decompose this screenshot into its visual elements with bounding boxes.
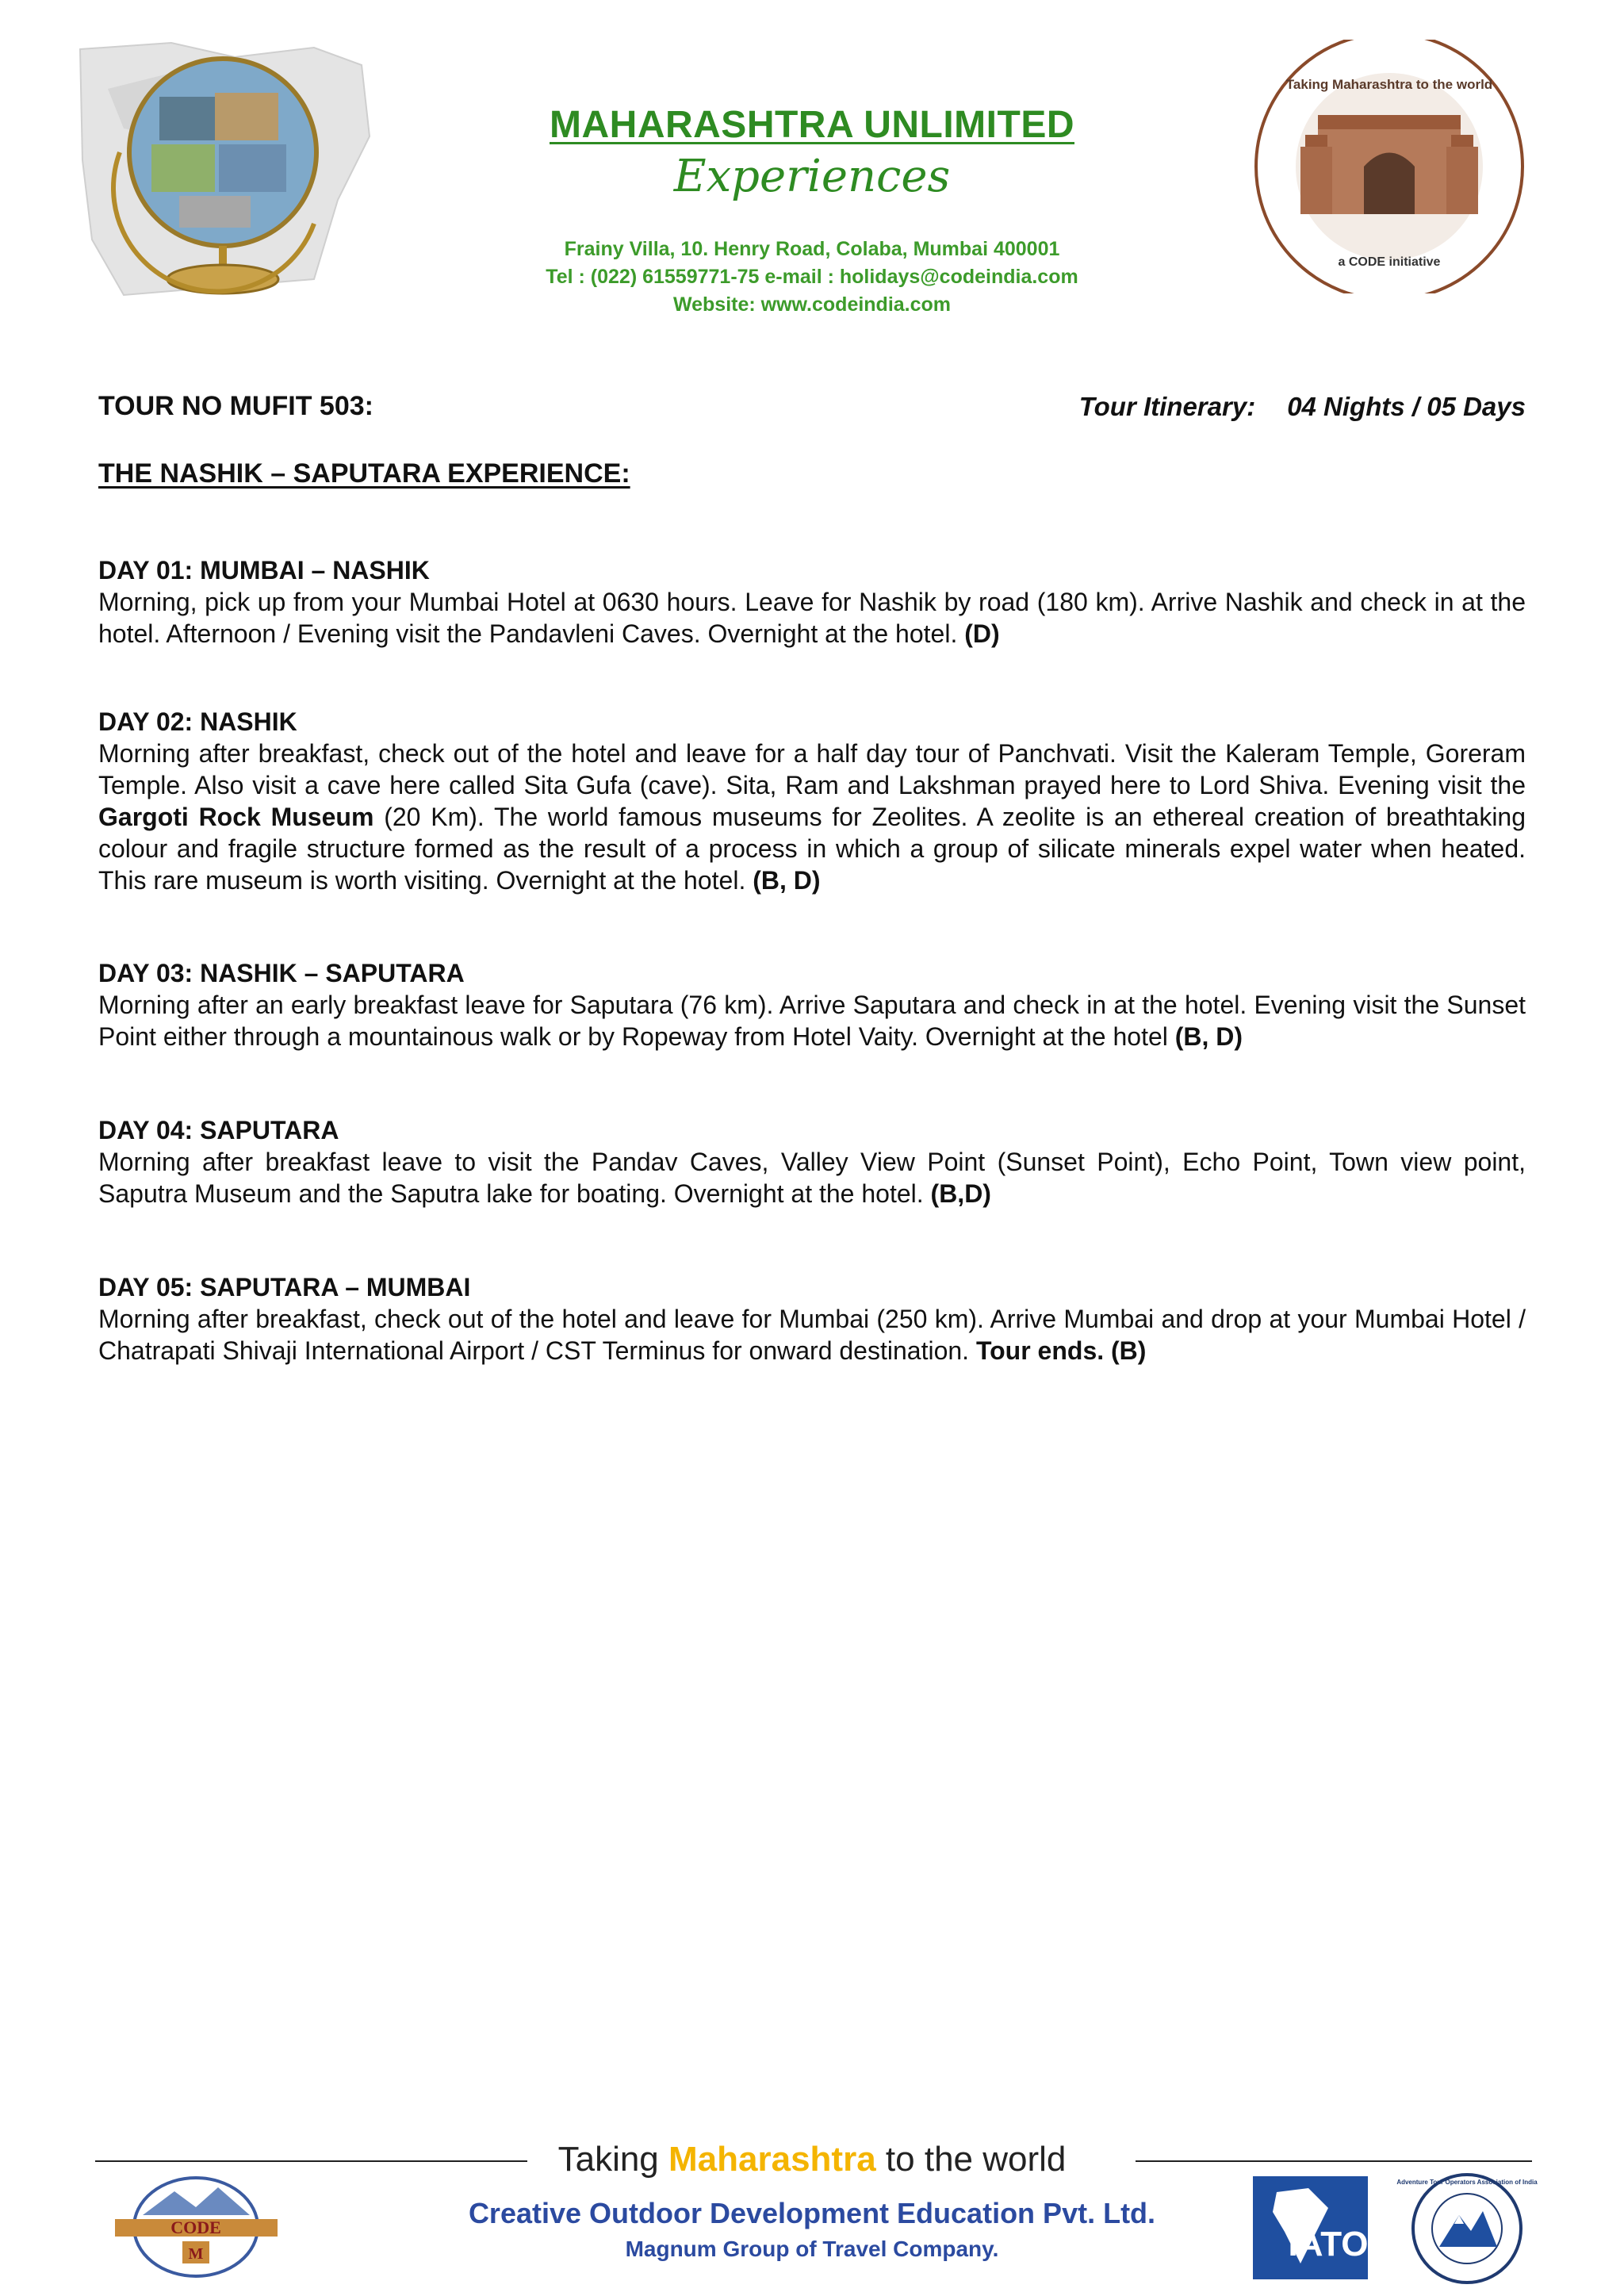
- svg-text:M: M: [188, 2245, 204, 2263]
- code-logo: [111, 2171, 282, 2283]
- day-text: (20 Km). The world famous museums for Zeolites. A zeolite is an ethereal creation of breathtaking colour and fragile structure formed as the result of a process in which a group of silicate minerals expel water when heated. This rare museum is worth visiting. Overnight at the hotel.: [98, 803, 1526, 895]
- tagline-highlight: Maharashtra: [668, 2140, 876, 2179]
- contact-line: Tel : (022) 61559771-75 e-mail : holidays@codeindia.com: [546, 266, 1078, 288]
- meal-code: (B, D): [1174, 1022, 1243, 1051]
- day-text: Morning after breakfast leave to visit the Pandav Caves, Valley View Point (Sunset Point), Echo Point, Town view point, Saputra Museum and the Saputra lake for boating. Overnight at the hotel.: [98, 1148, 1526, 1208]
- badge-bottom-text: a CODE initiative: [1338, 255, 1441, 269]
- website-line: Website: www.codeindia.com: [672, 293, 952, 316]
- brand-title: MAHARASHTRA UNLIMITED: [550, 104, 1074, 146]
- itinerary-label: Tour Itinerary:: [1078, 392, 1256, 421]
- meal-code: (D): [964, 619, 1000, 648]
- atoai-logo: [1396, 2171, 1538, 2286]
- day-1-section: [98, 554, 1526, 650]
- meal-code: (B,D): [930, 1179, 991, 1208]
- day-3-section: [98, 957, 1526, 1052]
- day-text: Morning, pick up from your Mumbai Hotel at 0630 hours. Leave for Nashik by road (180 km). Arrive Nashik and check in at the hotel. Afternoon / Evening visit the Pandavleni Caves. Overnight at the hotel.: [98, 588, 1526, 648]
- day-text: Morning after breakfast, check out of the hotel and leave for a half day tour of Panchvati. Visit the Kaleram Temple, Goreram Temple. Also visit a cave here called Sita Gufa (cave). Sita, Ram and Lakshman prayed here to Lord Shiva. Evening visit the: [98, 739, 1526, 799]
- day-heading: DAY 05: SAPUTARA – MUMBAI: [98, 1273, 471, 1301]
- brand-subtitle: Experiences: [673, 151, 951, 202]
- day-4-section: [98, 1114, 1526, 1209]
- iato-logo-text: IATO: [1288, 2225, 1368, 2263]
- day-text: Morning after breakfast, check out of the hotel and leave for Mumbai (250 km). Arrive Mumbai and drop at your Mumbai Hotel / Chatrapati Shivaji International Airport / CST Terminus for onward destination.: [98, 1305, 1526, 1365]
- meal-code: Tour ends. (B): [975, 1336, 1147, 1365]
- iato-logo: [1253, 2176, 1368, 2279]
- address-line: Frainy Villa, 10. Henry Road, Colaba, Mumbai 400001: [564, 238, 1060, 260]
- museum-highlight: Gargoti Rock Museum: [98, 803, 374, 831]
- day-heading: DAY 04: SAPUTARA: [98, 1116, 339, 1144]
- day-text: Morning after an early breakfast leave for Saputara (76 km). Arrive Saputara and check in at the hotel. Evening visit the Sunset Point either through a mountainous walk or by Ropeway from Hotel Vaity. Overnight at the hotel: [98, 991, 1526, 1051]
- day-heading: DAY 01: MUMBAI – NASHIK: [98, 556, 430, 585]
- gateway-badge-logo: [1253, 40, 1526, 293]
- badge-arc-text: Taking Maharashtra to the world: [1285, 77, 1493, 92]
- tour-number: TOUR NO MUFIT 503:: [98, 391, 373, 421]
- day-heading: DAY 03: NASHIK – SAPUTARA: [98, 959, 465, 987]
- day-5-section: [98, 1271, 1526, 1366]
- code-logo-text: CODE: [170, 2217, 221, 2237]
- footer-tagline: Taking Maharashtra to the world: [557, 2140, 1067, 2179]
- atoai-logo-text: Adventure Tour Operators Association of India: [1396, 2179, 1538, 2186]
- experience-title: THE NASHIK – SAPUTARA EXPERIENCE:: [98, 458, 630, 489]
- day-2-section: [98, 706, 1526, 896]
- itinerary-duration: 04 Nights / 05 Days: [1287, 392, 1526, 421]
- group-name: Magnum Group of Travel Company.: [625, 2237, 999, 2261]
- company-name: Creative Outdoor Development Education Pvt. Ltd.: [468, 2197, 1156, 2229]
- meal-code: (B, D): [753, 866, 821, 895]
- day-heading: DAY 02: NASHIK: [98, 707, 297, 736]
- tour-itinerary: [1079, 392, 1526, 422]
